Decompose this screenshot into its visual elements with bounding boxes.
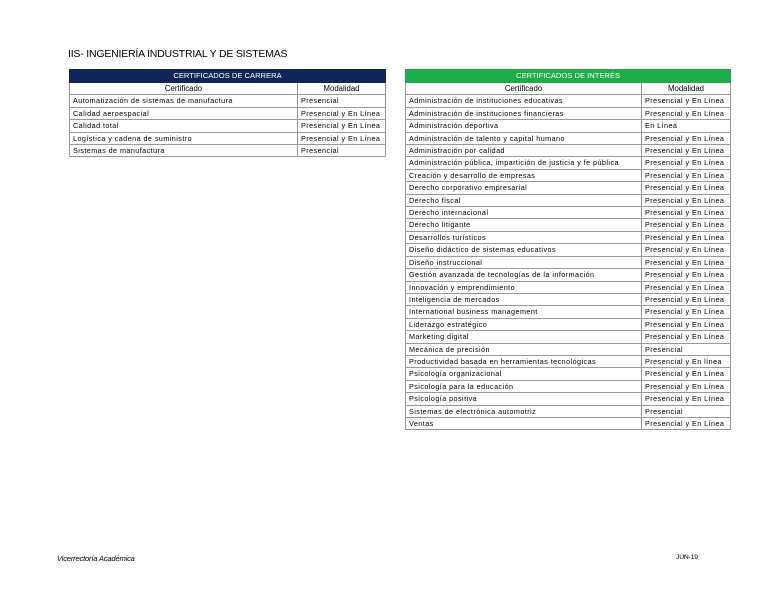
certificate-modality: Presencial y En Línea bbox=[642, 169, 731, 181]
certificate-name: Psicología positiva bbox=[406, 393, 642, 405]
certificate-modality: Presencial y En Línea bbox=[642, 417, 731, 429]
certificate-name: Innovación y emprendimiento bbox=[406, 281, 642, 293]
career-certificates-table bbox=[69, 69, 386, 157]
certificate-name: Mecánica de precisión bbox=[406, 343, 642, 355]
table-row bbox=[406, 207, 731, 219]
table-row bbox=[406, 107, 731, 119]
table-row bbox=[406, 306, 731, 318]
certificate-name: Psicología para la educación bbox=[406, 380, 642, 392]
table-row bbox=[406, 269, 731, 281]
table-row bbox=[406, 145, 731, 157]
certificate-name: Derecho internacional bbox=[406, 207, 642, 219]
table-row bbox=[406, 194, 731, 206]
interest-certificates-table bbox=[405, 69, 731, 430]
certificate-name: Calidad total bbox=[70, 120, 298, 132]
certificate-modality: Presencial y En Línea bbox=[642, 107, 731, 119]
certificate-modality: En Línea bbox=[642, 120, 731, 132]
certificate-modality: Presencial y En Línea bbox=[642, 95, 731, 107]
certificate-modality: Presencial y En Línea bbox=[642, 231, 731, 243]
certificate-modality: Presencial y En Línea bbox=[642, 219, 731, 231]
certificate-name: Administración de talento y capital humano bbox=[406, 132, 642, 144]
certificate-name: Creación y desarrollo de empresas bbox=[406, 169, 642, 181]
certificate-modality: Presencial y En Línea bbox=[642, 393, 731, 405]
table-row bbox=[406, 405, 731, 417]
certificate-name: Psicología organizacional bbox=[406, 368, 642, 380]
career-table-banner: CERTIFICADOS DE CARRERA bbox=[70, 70, 386, 83]
certificate-modality: Presencial y En Línea bbox=[642, 207, 731, 219]
table-row bbox=[406, 380, 731, 392]
certificate-name: Administración por calidad bbox=[406, 145, 642, 157]
certificate-modality: Presencial y En Línea bbox=[642, 331, 731, 343]
table-row bbox=[406, 368, 731, 380]
certificate-name: Automatización de sistemas de manufactura bbox=[70, 95, 298, 107]
certificate-modality: Presencial y En Línea bbox=[298, 120, 386, 132]
certificate-modality: Presencial bbox=[642, 405, 731, 417]
certificate-name: Liderazgo estratégico bbox=[406, 318, 642, 330]
certificate-modality: Presencial bbox=[298, 95, 386, 107]
certificate-modality: Presencial y En Línea bbox=[642, 244, 731, 256]
certificate-name: Calidad aeroespacial bbox=[70, 107, 298, 119]
certificate-name: Derecho fiscal bbox=[406, 194, 642, 206]
table-row bbox=[406, 231, 731, 243]
career-col-certificado: Certificado bbox=[70, 83, 298, 95]
certificate-name: Sistemas de electrónica automotriz bbox=[406, 405, 642, 417]
certificate-modality: Presencial y En línea bbox=[642, 355, 731, 367]
certificate-name: Administración de instituciones educativas bbox=[406, 95, 642, 107]
table-row bbox=[406, 169, 731, 181]
table-row bbox=[406, 95, 731, 107]
table-row bbox=[406, 244, 731, 256]
certificate-name: Diseño instruccional bbox=[406, 256, 642, 268]
certificate-modality: Presencial y En Línea bbox=[642, 194, 731, 206]
table-row bbox=[406, 281, 731, 293]
certificate-name: Administración pública, impartición de justicia y fe pública bbox=[406, 157, 642, 169]
table-row bbox=[70, 120, 386, 132]
certificate-name: Sistemas de manufactura bbox=[70, 145, 298, 157]
certificate-modality: Presencial y En Línea bbox=[642, 256, 731, 268]
table-row bbox=[406, 343, 731, 355]
certificate-modality: Presencial y En Línea bbox=[642, 132, 731, 144]
certificate-modality: Presencial y En Línea bbox=[642, 293, 731, 305]
interest-col-certificado: Certificado bbox=[406, 83, 642, 95]
certificate-name: Logística y cadena de suministro bbox=[70, 132, 298, 144]
certificate-name: Productividad basada en herramientas tecnológicas bbox=[406, 355, 642, 367]
certificate-modality: Presencial y En Línea bbox=[642, 269, 731, 281]
table-row bbox=[406, 157, 731, 169]
certificate-name: Gestión avanzada de tecnologías de la información bbox=[406, 269, 642, 281]
table-row bbox=[406, 182, 731, 194]
table-row bbox=[70, 145, 386, 157]
table-row bbox=[406, 219, 731, 231]
certificate-name: Derecho litigante bbox=[406, 219, 642, 231]
table-row bbox=[406, 393, 731, 405]
certificate-name: Marketing digital bbox=[406, 331, 642, 343]
certificate-modality: Presencial y En Línea bbox=[298, 107, 386, 119]
table-row bbox=[406, 120, 731, 132]
certificate-name: Administración de instituciones financieras bbox=[406, 107, 642, 119]
table-row bbox=[70, 95, 386, 107]
certificate-modality: Presencial y En Línea bbox=[642, 157, 731, 169]
certificate-modality: Presencial bbox=[642, 343, 731, 355]
certificate-modality: Presencial y En Línea bbox=[642, 182, 731, 194]
table-row bbox=[406, 293, 731, 305]
table-row bbox=[406, 256, 731, 268]
interest-table-banner: CERTIFICADOS DE INTERÉS bbox=[406, 70, 731, 83]
certificate-modality: Presencial y En Línea bbox=[642, 318, 731, 330]
certificate-name: Inteligencia de mercados bbox=[406, 293, 642, 305]
interest-col-modalidad: Modalidad bbox=[642, 83, 731, 95]
certificate-modality: Presencial y En Línea bbox=[298, 132, 386, 144]
certificate-name: Desarrollos turísticos bbox=[406, 231, 642, 243]
certificate-name: International business management bbox=[406, 306, 642, 318]
table-row bbox=[406, 355, 731, 367]
career-col-modalidad: Modalidad bbox=[298, 83, 386, 95]
table-row bbox=[406, 417, 731, 429]
certificate-modality: Presencial y En Línea bbox=[642, 306, 731, 318]
table-row bbox=[70, 107, 386, 119]
table-row bbox=[406, 318, 731, 330]
certificate-name: Administración deportiva bbox=[406, 120, 642, 132]
table-row bbox=[406, 132, 731, 144]
page-title: IIS- INGENIERÍA INDUSTRIAL Y DE SISTEMAS bbox=[68, 48, 288, 60]
certificate-modality: Presencial bbox=[298, 145, 386, 157]
table-row bbox=[406, 331, 731, 343]
certificate-name: Derecho corporativo empresarial bbox=[406, 182, 642, 194]
certificate-modality: Presencial y En Línea bbox=[642, 380, 731, 392]
certificate-modality: Presencial y En Línea bbox=[642, 281, 731, 293]
certificate-modality: Presencial y En Línea bbox=[642, 145, 731, 157]
certificate-modality: Presencial y En Línea bbox=[642, 368, 731, 380]
footer-date: JUN-19 bbox=[676, 554, 698, 561]
certificate-name: Ventas bbox=[406, 417, 642, 429]
certificate-name: Diseño didáctico de sistemas educativos bbox=[406, 244, 642, 256]
table-row bbox=[70, 132, 386, 144]
footer-department: Vicerrectoría Académica bbox=[57, 554, 135, 563]
